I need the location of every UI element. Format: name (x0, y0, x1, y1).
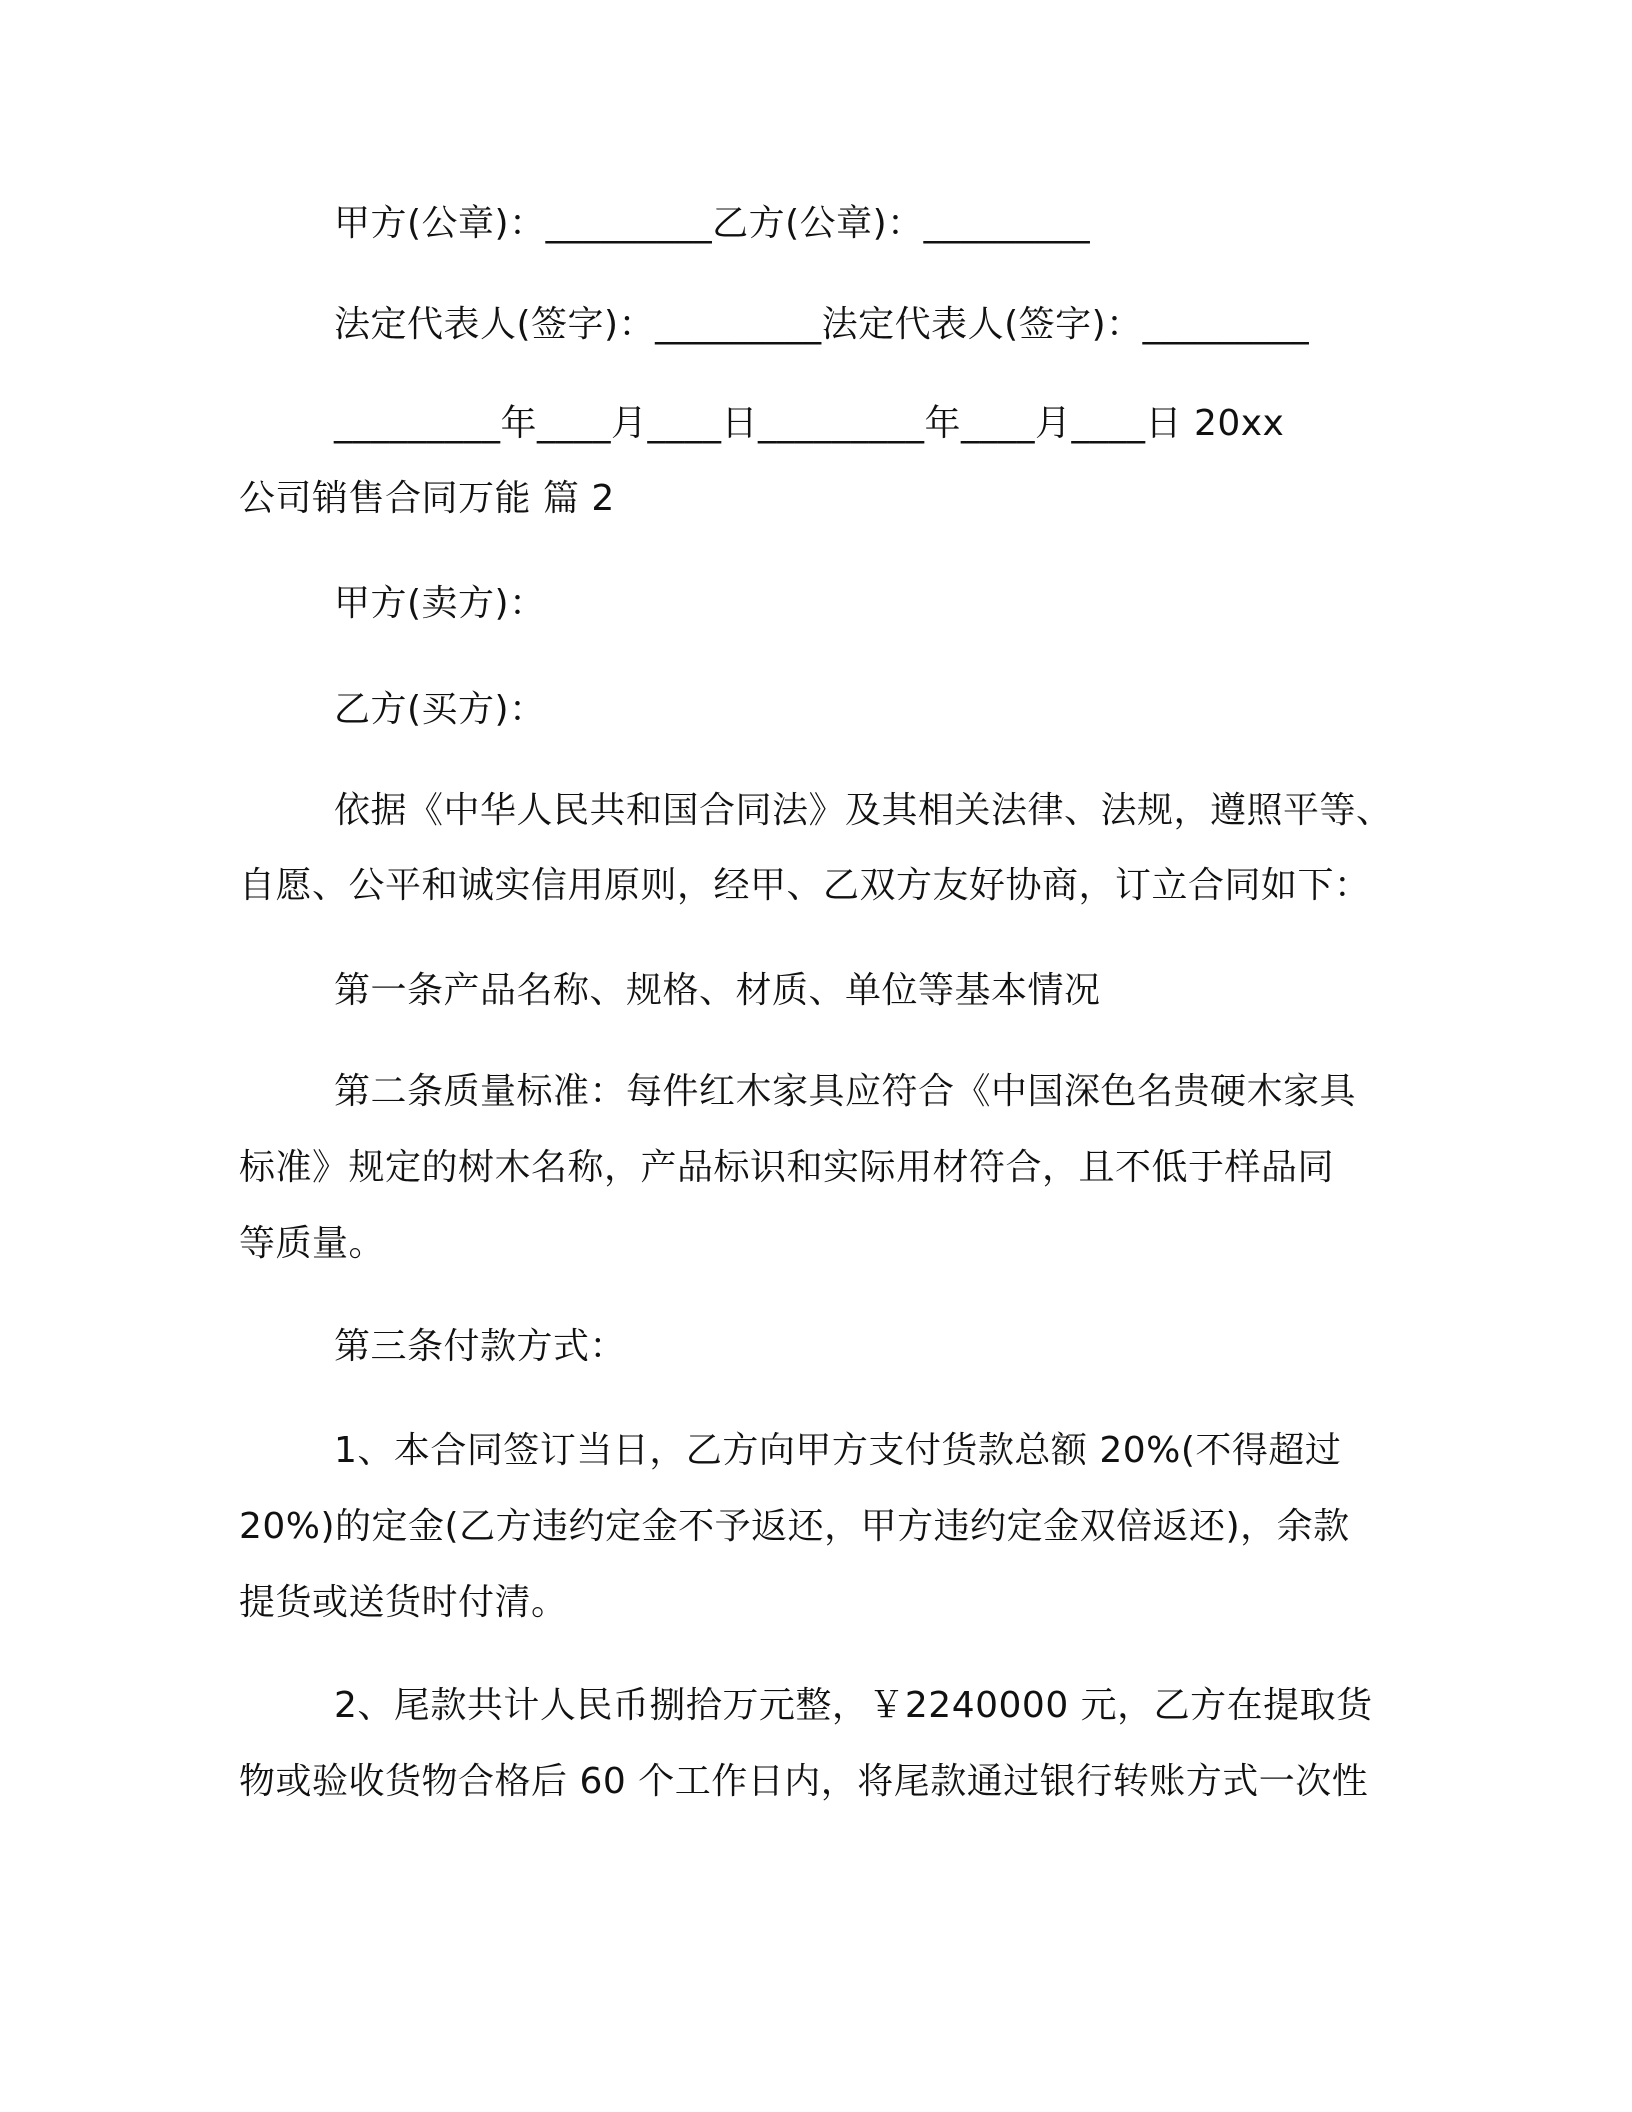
payment-clause-2-line-2: 物或验收货物合格后 60 个工作日内，将尾款通过银行转账方式一次性 (239, 1761, 1369, 1802)
preamble-line-2: 自愿、公平和诚实信用原则，经甲、乙双方友好协商，订立合同如下： (239, 865, 1371, 906)
article-3-heading: 第三条付款方式： (334, 1326, 627, 1367)
article-1-heading: 第一条产品名称、规格、材质、单位等基本情况 (334, 970, 1101, 1011)
date-line: _________年____月____日_________年____月____日 20xx (334, 403, 1285, 444)
payment-clause-1-line-2: 20%)的定金(乙方违约定金不予返还，甲方违约定金双倍返还)，余款 (239, 1506, 1350, 1547)
section-title: 公司销售合同万能 篇 2 (239, 478, 615, 519)
payment-clause-1-line-1: 1、本合同签订当日，乙方向甲方支付货款总额 20%(不得超过 (334, 1430, 1342, 1471)
article-2-line-2: 标准》规定的树木名称，产品标识和实际用材符合，且不低于样品同 (239, 1147, 1335, 1188)
payment-clause-2-line-1: 2、尾款共计人民币捌拾万元整，￥2240000 元，乙方在提取货 (334, 1685, 1373, 1726)
payment-clause-1-line-3: 提货或送货时付清。 (239, 1582, 568, 1623)
signature-seal-line: 甲方(公章)：_________乙方(公章)：_________ (334, 203, 1091, 244)
article-2-line-1: 第二条质量标准：每件红木家具应符合《中国深色名贵硬木家具 (334, 1071, 1357, 1112)
party-a-seller: 甲方(卖方)： (334, 583, 546, 624)
article-2-line-3: 等质量。 (239, 1223, 386, 1264)
legal-representative-line: 法定代表人(签字)：_________法定代表人(签字)：_________ (334, 304, 1310, 345)
party-b-buyer: 乙方(买方)： (334, 689, 546, 730)
preamble-line-1: 依据《中华人民共和国合同法》及其相关法律、法规，遵照平等、 (334, 790, 1393, 831)
